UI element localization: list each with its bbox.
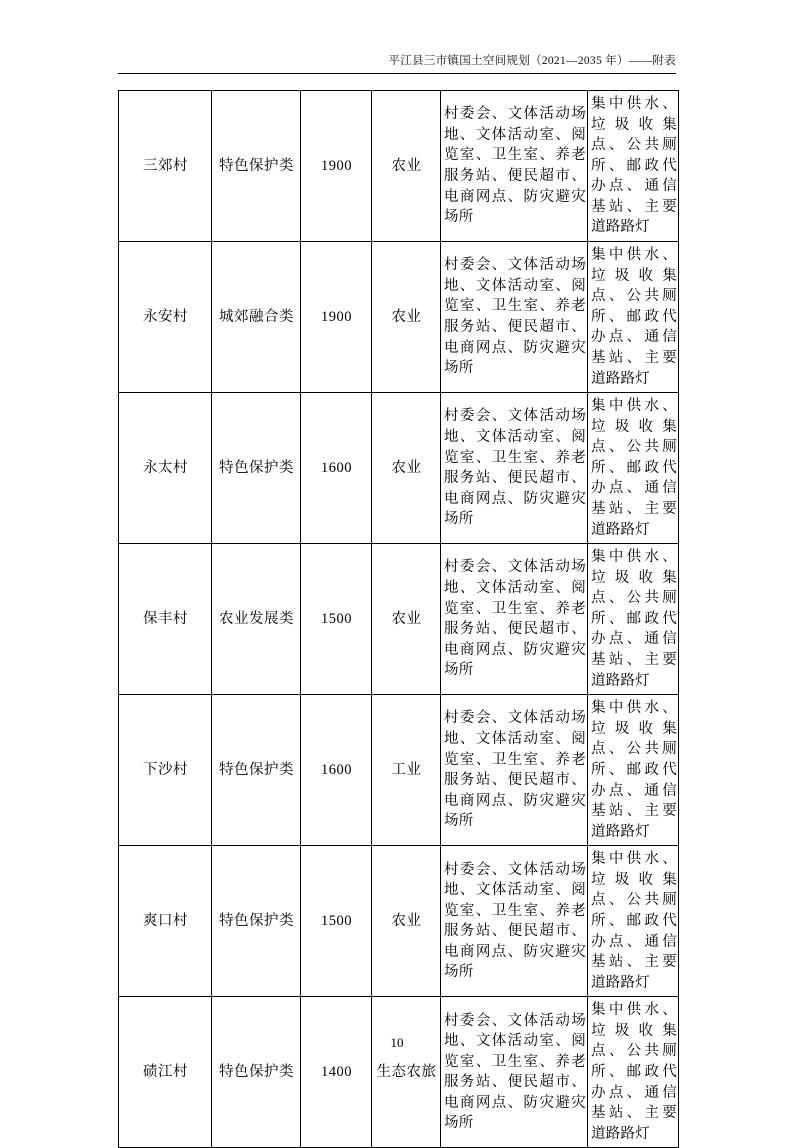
cell-public-services: 村委会、文体活动场地、文体活动室、阅览室、卫生室、养老服务站、便民超市、电商网点、防灾避灾场所 (441, 91, 588, 242)
cell-industry: 生态农旅 (372, 997, 441, 1148)
table-row (119, 846, 679, 997)
cell-village-type: 特色保护类 (212, 846, 301, 997)
header-divider (118, 73, 676, 74)
cell-village-name: 碛江村 (119, 997, 212, 1148)
table-row (119, 91, 679, 242)
cell-village-type: 特色保护类 (212, 393, 301, 544)
cell-public-services: 村委会、文体活动场地、文体活动室、阅览室、卫生室、养老服务站、便民超市、电商网点、防灾避灾场所 (441, 997, 588, 1148)
cell-industry: 农业 (372, 91, 441, 242)
table-row (119, 544, 679, 695)
table-row (119, 393, 679, 544)
cell-village-type: 城郊融合类 (212, 242, 301, 393)
cell-public-services: 村委会、文体活动场地、文体活动室、阅览室、卫生室、养老服务站、便民超市、电商网点、防灾避灾场所 (441, 695, 588, 846)
cell-population: 1600 (301, 695, 372, 846)
cell-industry: 农业 (372, 846, 441, 997)
table-row (119, 242, 679, 393)
cell-infrastructure: 集中供水、垃圾收集点、公共厕所、邮政代办点、通信基站、主要道路路灯 (588, 91, 679, 242)
cell-industry: 农业 (372, 544, 441, 695)
cell-infrastructure: 集中供水、垃圾收集点、公共厕所、邮政代办点、通信基站、主要道路路灯 (588, 393, 679, 544)
cell-population: 1500 (301, 846, 372, 997)
cell-public-services: 村委会、文体活动场地、文体活动室、阅览室、卫生室、养老服务站、便民超市、电商网点、防灾避灾场所 (441, 544, 588, 695)
cell-public-services: 村委会、文体活动场地、文体活动室、阅览室、卫生室、养老服务站、便民超市、电商网点、防灾避灾场所 (441, 846, 588, 997)
cell-village-name: 三郊村 (119, 91, 212, 242)
cell-public-services: 村委会、文体活动场地、文体活动室、阅览室、卫生室、养老服务站、便民超市、电商网点、防灾避灾场所 (441, 393, 588, 544)
table-row (119, 997, 679, 1148)
cell-village-type: 农业发展类 (212, 544, 301, 695)
cell-village-type: 特色保护类 (212, 997, 301, 1148)
cell-public-services: 村委会、文体活动场地、文体活动室、阅览室、卫生室、养老服务站、便民超市、电商网点、防灾避灾场所 (441, 242, 588, 393)
table-row (119, 695, 679, 846)
cell-population: 1600 (301, 393, 372, 544)
village-planning-table (118, 90, 679, 1148)
cell-village-name: 保丰村 (119, 544, 212, 695)
cell-infrastructure: 集中供水、垃圾收集点、公共厕所、邮政代办点、通信基站、主要道路路灯 (588, 846, 679, 997)
cell-infrastructure: 集中供水、垃圾收集点、公共厕所、邮政代办点、通信基站、主要道路路灯 (588, 997, 679, 1148)
cell-population: 1900 (301, 242, 372, 393)
cell-village-type: 特色保护类 (212, 695, 301, 846)
cell-population: 1400 (301, 997, 372, 1148)
cell-population: 1900 (301, 91, 372, 242)
cell-village-name: 下沙村 (119, 695, 212, 846)
village-planning-table-wrapper (118, 90, 676, 1148)
cell-infrastructure: 集中供水、垃圾收集点、公共厕所、邮政代办点、通信基站、主要道路路灯 (588, 695, 679, 846)
cell-village-name: 永太村 (119, 393, 212, 544)
cell-industry: 工业 (372, 695, 441, 846)
cell-population: 1500 (301, 544, 372, 695)
cell-village-type: 特色保护类 (212, 91, 301, 242)
cell-industry: 农业 (372, 242, 441, 393)
cell-infrastructure: 集中供水、垃圾收集点、公共厕所、邮政代办点、通信基站、主要道路路灯 (588, 242, 679, 393)
page-header: 平江县三市镇国土空间规划（2021—2035 年）——附表 (388, 55, 676, 67)
page-number: 10 (390, 1035, 404, 1050)
table-body (119, 91, 679, 1148)
cell-industry: 农业 (372, 393, 441, 544)
cell-village-name: 永安村 (119, 242, 212, 393)
cell-infrastructure: 集中供水、垃圾收集点、公共厕所、邮政代办点、通信基站、主要道路路灯 (588, 544, 679, 695)
cell-village-name: 爽口村 (119, 846, 212, 997)
